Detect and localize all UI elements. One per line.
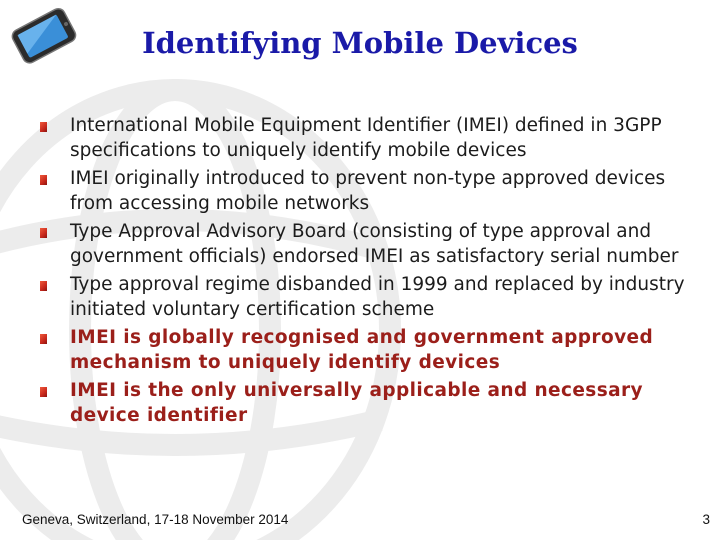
bullet-square-icon <box>40 387 47 397</box>
bullet-square-icon <box>40 122 47 132</box>
bullet-text: IMEI originally introduced to prevent non-type approved devices from accessing mobile networks <box>70 168 666 214</box>
bullet-item <box>40 273 690 322</box>
bullet-text: IMEI is globally recognised and government approved mechanism to uniquely identify devices <box>70 327 654 373</box>
bullet-list <box>40 114 690 432</box>
page-number: 3 <box>702 512 710 527</box>
bullet-square-icon <box>40 334 47 344</box>
bullet-item <box>40 220 690 269</box>
bullet-text: IMEI is the only universally applicable and necessary device identifier <box>70 380 643 426</box>
bullet-square-icon <box>40 175 47 185</box>
bullet-text: International Mobile Equipment Identifier (IMEI) defined in 3GPP specifications to uniquely identify mobile devices <box>70 115 662 161</box>
bullet-item <box>40 114 690 163</box>
footer-text: Geneva, Switzerland, 17-18 November 2014 <box>22 512 289 527</box>
bullet-square-icon <box>40 281 47 291</box>
bullet-square-icon <box>40 228 47 238</box>
slide-title: Identifying Mobile Devices <box>142 26 578 60</box>
bullet-item-emphasis <box>40 379 690 428</box>
bullet-item-emphasis <box>40 326 690 375</box>
bullet-text: Type approval regime disbanded in 1999 and replaced by industry initiated voluntary certification scheme <box>70 274 685 320</box>
bullet-item <box>40 167 690 216</box>
bullet-text: Type Approval Advisory Board (consisting of type approval and government officials) endorsed IMEI as satisfactory serial number <box>70 221 679 267</box>
